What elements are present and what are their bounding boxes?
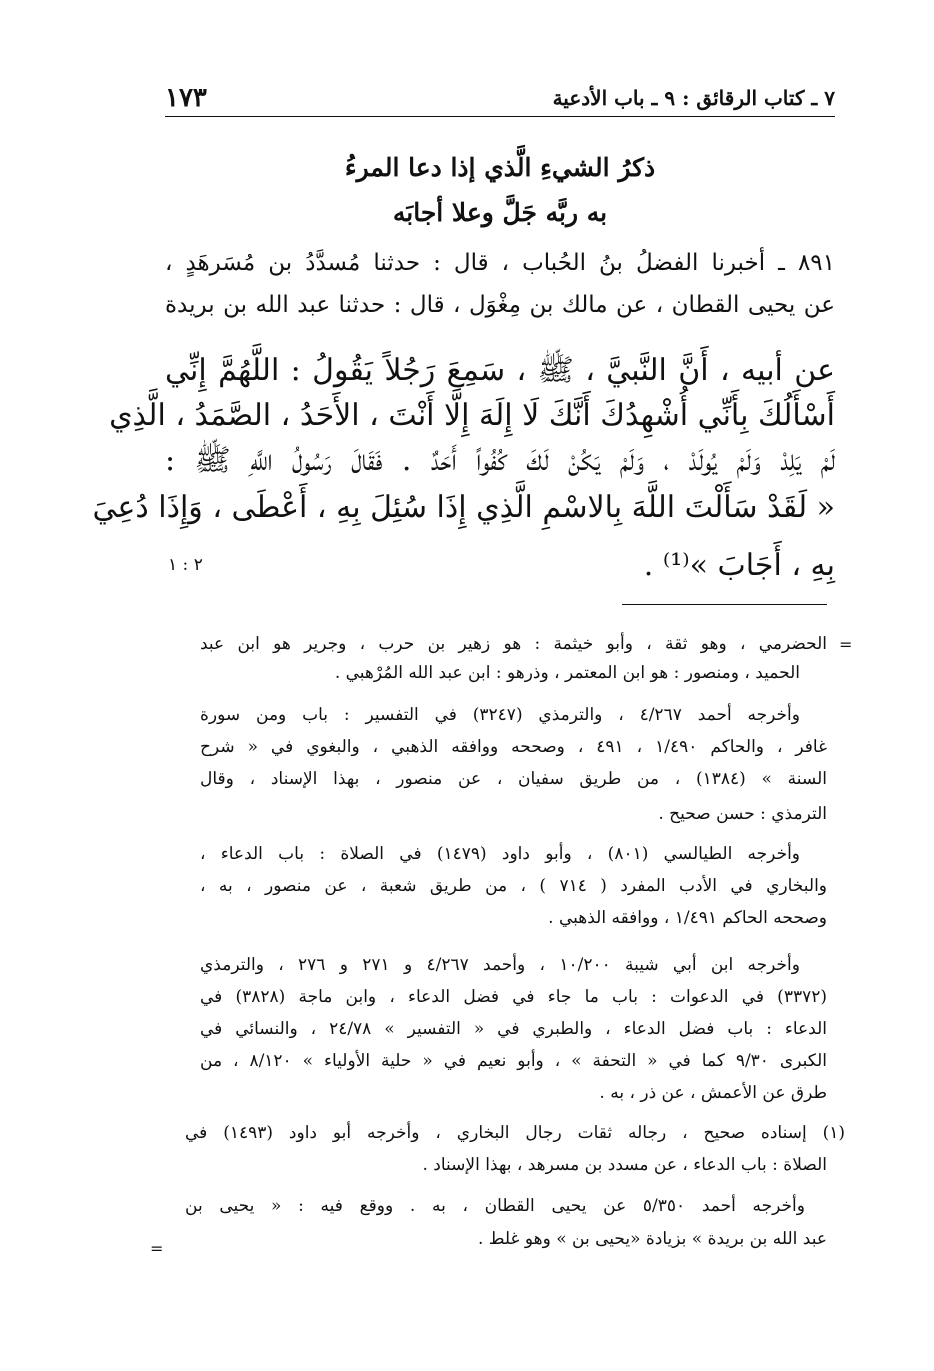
isnad-line-1: ٨٩١ ـ أخبرنا الفضلُ بنُ الحُباب ، قال : حدثنا مُسدَّدُ بن مُسَرهَدٍ ، [165,250,835,276]
matn-line-2: أَسْأَلُكَ بِأَنِّي أُشْهِدُكَ أَنَّكَ لَا إِلَهَ إِلَّا أَنْتَ ، الأَحَدُ ، الصَّمَدُ ، الَّذِي [109,398,835,433]
footnote-line: الكبرى ٩/٣٠ كما في « التحفة » ، وأبو نعيم في « حلية الأولياء » ٨/١٢٠ ، من [200,1051,827,1071]
end-marker: = [150,1239,164,1258]
footnote-1-line: عبد الله بن بريدة » بزيادة «يحيى بن » وهو غلط . [477,1229,827,1249]
page-number: ١٧٣ [165,83,207,113]
isnad-line-2: عن يحيى القطان ، عن مالك بن مِغْوَل ، قال : حدثنا عبد الله بن بريدة [165,292,835,318]
footnote-line: وأخرجه أحمد ٤/٢٦٧ ، والترمذي (٣٢٤٧) في التفسير : باب ومن سورة [200,705,800,725]
footnote-line: (٣٣٧٢) في الدعوات : باب ما جاء في فضل الدعاء ، وابن ماجة (٣٨٢٨) في [200,987,827,1007]
footnote-line: الترمذي : حسن صحيح . [658,804,827,824]
continuation-marker: = [839,635,853,654]
running-head: ٧ ـ كتاب الرقائق : ٩ ـ باب الأدعية [552,86,835,110]
matn-line-3: لَمْ يَلِدْ وَلَمْ يُولَدْ ، وَلَمْ يَكُنْ لَكَ كُفُواً أَحَدٌ . فَقَالَ رَسُولُ اللَّهِ ﷺ : [165,443,835,478]
matn-line-4: « لَقَدْ سَأَلْتَ اللَّهَ بِالاسْمِ الَّذِي إِذَا سُئِلَ بِهِ ، أَعْطَى ، وَإِذَا دُعِيَ [92,490,835,525]
footnote-line: وأخرجه الطيالسي (٨٠١) ، وأبو داود (١٤٧٩) في الصلاة : باب الدعاء ، [200,844,801,864]
footnote-line: الحميد ، ومنصور : هو ابن المعتمر ، وذرهو : ابن عبد الله المُرْهبي . [334,663,800,683]
cross-reference: ٢ : ١ [168,555,203,575]
footnote-1-line: الصلاة : باب الدعاء ، عن مسدد بن مسرهد ، بهذا الإسناد . [422,1155,827,1175]
footnote-line: الحضرمي ، وهو ثقة ، وأبو خيثمة : هو زهير بن حرب ، وجرير هو ابن عبد [200,634,827,654]
footnote-line: السنة » (١٣٨٤) ، من طريق سفيان ، عن منصور ، بهذا الإسناد ، وقال [200,769,827,789]
footnote-1-line: (١) إسناده صحيح ، رجاله ثقات رجال البخاري ، وأخرجه أبو داود (١٤٩٣) في [185,1123,845,1143]
footnote-line: غافر ، والحاكم ١/٤٩٠ ، ٤٩١ ، وصححه ووافقه الذهبي ، والبغوي في « شرح [200,737,827,757]
footnote-separator [622,604,827,605]
footnote-1-line: وأخرجه أحمد ٥/٣٥٠ عن يحيى القطان ، به . ووقع فيه : « يحيى بن [185,1196,805,1216]
footnote-line: والبخاري في الأدب المفرد ( ٧١٤ ) ، من طريق شعبة ، عن منصور ، به ، [200,876,827,896]
footnote-line: طرق عن الأعمش ، عن ذر ، به . [599,1083,827,1103]
footnote-line: وأخرجه ابن أبي شيبة ١٠/٢٠٠ ، وأحمد ٤/٢٦٧ و ٢٧١ و ٢٧٦ ، والترمذي [200,955,800,975]
section-title-line-2: به ربَّه جَلَّ وعلا أجابَه [392,198,608,227]
footnote-line: الدعاء : باب فضل الدعاء ، والطبري في « التفسير » ٢٤/٧٨ ، والنسائي في [200,1019,827,1039]
section-title-line-1: ذكرُ الشيءِ الَّذي إذا دعا المرءُ [344,153,656,182]
matn-line-1: عن أبيه ، أَنَّ النَّبيَّ ، ﷺ ، سَمِعَ رَجُلاً يَقُولُ : اللَّهُمَّ إِنِّي [165,353,835,388]
footnote-line: وصححه الحاكم ١/٤٩١ ، ووافقه الذهبي . [548,908,827,928]
page-header [165,80,835,117]
matn-line-5: بِهِ ، أَجَابَ »⁽¹⁾ . [643,548,835,583]
